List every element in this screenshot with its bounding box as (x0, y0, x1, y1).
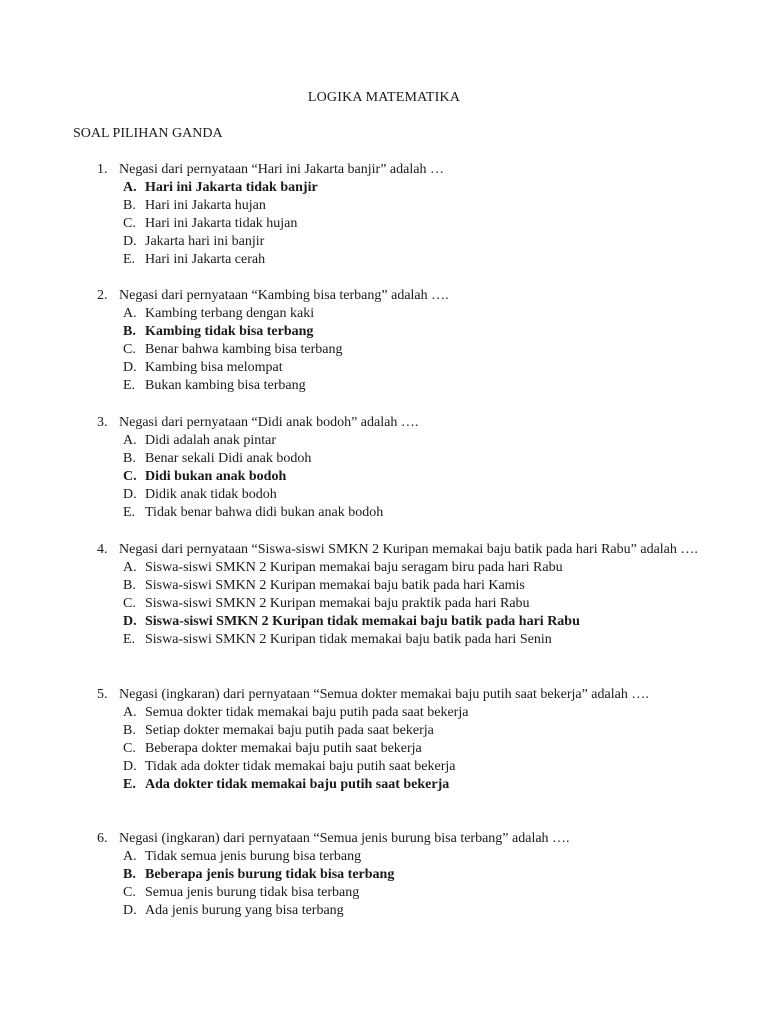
option-letter: C. (123, 469, 137, 484)
answer-option (119, 776, 709, 794)
question-text: Negasi dari pernyataan “Hari ini Jakarta banjir” adalah … (119, 162, 444, 177)
option-letter: B. (123, 451, 136, 466)
option-letter: A. (123, 306, 137, 321)
option-text: Ada jenis burung yang bisa terbang (145, 903, 344, 918)
question-1 (97, 161, 709, 269)
question-stem (97, 830, 709, 848)
question-number: 6. (97, 831, 108, 846)
option-letter: D. (123, 759, 137, 774)
option-letter: A. (123, 433, 137, 448)
question-2 (97, 287, 709, 395)
option-letter: B. (123, 723, 136, 738)
answer-option (119, 613, 709, 631)
answer-option (119, 450, 709, 468)
option-letter: B. (123, 578, 136, 593)
option-text: Benar bahwa kambing bisa terbang (145, 342, 343, 357)
answer-option (119, 323, 709, 341)
answer-option (119, 468, 709, 486)
answer-options (97, 704, 709, 794)
option-text: Beberapa dokter memakai baju putih saat bekerja (145, 741, 422, 756)
answer-option (119, 722, 709, 740)
option-text: Jakarta hari ini banjir (145, 234, 265, 249)
option-letter: B. (123, 867, 136, 882)
answer-option (119, 197, 709, 215)
answer-option (119, 341, 709, 359)
answer-options (97, 179, 709, 269)
answer-option (119, 577, 709, 595)
option-letter: D. (123, 234, 137, 249)
option-letter: A. (123, 705, 137, 720)
answer-options (97, 305, 709, 395)
question-text: Negasi dari pernyataan “Kambing bisa terbang” adalah …. (119, 288, 449, 303)
option-letter: E. (123, 252, 136, 267)
question-text: Negasi (ingkaran) dari pernyataan “Semua dokter memakai baju putih saat bekerja” adalah …. (119, 687, 649, 702)
question-number: 5. (97, 687, 108, 702)
answer-option (119, 359, 709, 377)
answer-option (119, 902, 709, 920)
option-text: Hari ini Jakarta cerah (145, 252, 266, 267)
answer-option (119, 866, 709, 884)
answer-option (119, 251, 709, 269)
question-stem (97, 541, 709, 559)
option-text: Siswa-siswi SMKN 2 Kuripan memakai baju praktik pada hari Rabu (145, 596, 530, 611)
option-text: Siswa-siswi SMKN 2 Kuripan tidak memakai baju batik pada hari Rabu (145, 614, 580, 629)
option-text: Didi adalah anak pintar (145, 433, 277, 448)
question-number: 4. (97, 542, 108, 557)
option-letter: E. (123, 777, 136, 792)
option-text: Bukan kambing bisa terbang (145, 378, 306, 393)
option-letter: D. (123, 614, 137, 629)
answer-option (119, 179, 709, 197)
option-letter: E. (123, 378, 136, 393)
option-text: Siswa-siswi SMKN 2 Kuripan memakai baju seragam biru pada hari Rabu (145, 560, 563, 575)
question-text: Negasi dari pernyataan “Didi anak bodoh” adalah …. (119, 415, 419, 430)
option-letter: C. (123, 216, 136, 231)
option-text: Setiap dokter memakai baju putih pada saat bekerja (145, 723, 434, 738)
question-text: Negasi (ingkaran) dari pernyataan “Semua jenis burung bisa terbang” adalah …. (119, 831, 570, 846)
section-heading: SOAL PILIHAN GANDA (73, 126, 223, 141)
option-text: Kambing tidak bisa terbang (145, 324, 314, 339)
question-3 (97, 414, 709, 522)
question-number: 2. (97, 288, 108, 303)
answer-option (119, 704, 709, 722)
question-stem (97, 161, 709, 179)
answer-options (97, 432, 709, 522)
option-text: Hari ini Jakarta tidak banjir (145, 180, 318, 195)
option-text: Beberapa jenis burung tidak bisa terbang (145, 867, 395, 882)
option-letter: D. (123, 903, 137, 918)
question-4 (97, 541, 709, 649)
answer-option (119, 559, 709, 577)
option-letter: A. (123, 180, 137, 195)
option-text: Didik anak tidak bodoh (145, 487, 277, 502)
answer-option (119, 233, 709, 251)
option-text: Kambing bisa melompat (145, 360, 283, 375)
answer-option (119, 740, 709, 758)
option-letter: C. (123, 596, 136, 611)
option-letter: C. (123, 342, 136, 357)
answer-option (119, 305, 709, 323)
answer-option (119, 631, 709, 649)
answer-option (119, 884, 709, 902)
option-letter: E. (123, 505, 136, 520)
option-text: Tidak semua jenis burung bisa terbang (145, 849, 362, 864)
question-number: 1. (97, 162, 108, 177)
answer-option (119, 848, 709, 866)
option-text: Didi bukan anak bodoh (145, 469, 287, 484)
option-text: Hari ini Jakarta tidak hujan (145, 216, 298, 231)
question-text: Negasi dari pernyataan “Siswa-siswi SMKN 2 Kuripan memakai baju batik pada hari Rabu” adalah …. (119, 542, 698, 557)
document-title: LOGIKA MATEMATIKA (307, 90, 461, 105)
answer-options (97, 848, 709, 920)
option-letter: B. (123, 198, 136, 213)
answer-option (119, 758, 709, 776)
answer-option (119, 595, 709, 613)
question-stem (97, 686, 709, 704)
answer-options (97, 559, 709, 649)
answer-option (119, 432, 709, 450)
option-text: Tidak ada dokter tidak memakai baju putih saat bekerja (145, 759, 456, 774)
option-letter: C. (123, 885, 136, 900)
option-text: Hari ini Jakarta hujan (145, 198, 266, 213)
option-text: Siswa-siswi SMKN 2 Kuripan memakai baju batik pada hari Kamis (145, 578, 525, 593)
question-6 (97, 830, 709, 920)
option-letter: A. (123, 849, 137, 864)
answer-option (119, 504, 709, 522)
option-letter: E. (123, 632, 136, 647)
option-letter: A. (123, 560, 137, 575)
question-number: 3. (97, 415, 108, 430)
question-stem (97, 414, 709, 432)
option-letter: C. (123, 741, 136, 756)
question-5 (97, 686, 709, 794)
answer-option (119, 215, 709, 233)
option-letter: B. (123, 324, 136, 339)
option-letter: D. (123, 360, 137, 375)
option-text: Semua jenis burung tidak bisa terbang (145, 885, 360, 900)
answer-option (119, 377, 709, 395)
option-text: Semua dokter tidak memakai baju putih pada saat bekerja (145, 705, 469, 720)
option-text: Tidak benar bahwa didi bukan anak bodoh (145, 505, 384, 520)
answer-option (119, 486, 709, 504)
question-stem (97, 287, 709, 305)
option-text: Benar sekali Didi anak bodoh (145, 451, 312, 466)
option-text: Kambing terbang dengan kaki (145, 306, 315, 321)
option-text: Ada dokter tidak memakai baju putih saat bekerja (145, 777, 450, 792)
option-text: Siswa-siswi SMKN 2 Kuripan tidak memakai baju batik pada hari Senin (145, 632, 552, 647)
option-letter: D. (123, 487, 137, 502)
